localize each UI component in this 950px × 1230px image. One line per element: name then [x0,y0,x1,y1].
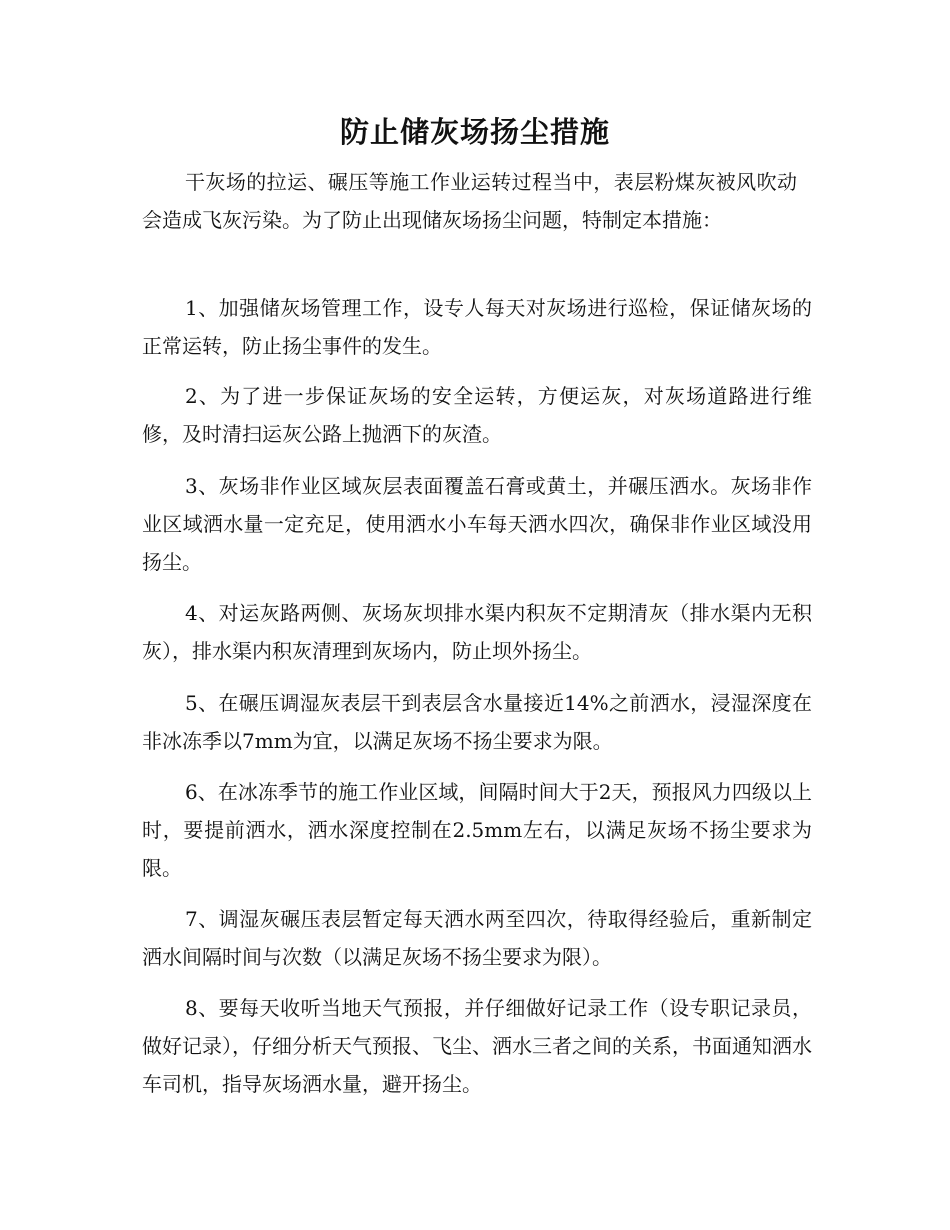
measure-item-5: 5、在碾压调湿灰表层干到表层含水量接近14%之前洒水，浸湿深度在非冰冻季以7mm为宜，以满足灰场不扬尘要求为限。 [142,691,812,753]
measure-item-6: 6、在冰冻季节的施工作业区域，间隔时间大于2天，预报风力四级以上时，要提前洒水，洒水深度控制在2.5mm左右，以满足灰场不扬尘要求为限。 [142,780,812,880]
measure-item-4: 4、对运灰路两侧、灰场灰坝排水渠内积灰不定期清灰（排水渠内无积灰），排水渠内积灰清理到灰场内，防止坝外扬尘。 [142,601,812,663]
document-title: 防止储灰场扬尘措施 [339,115,610,149]
measure-item-3: 3、灰场非作业区域灰层表面覆盖石膏或黄土，并碾压洒水。灰场非作业区域洒水量一定充足，使用洒水小车每天洒水四次，确保非作业区域没用扬尘。 [142,474,812,574]
measure-item-8: 8、要每天收听当地天气预报，并仔细做好记录工作（设专职记录员，做好记录），仔细分析天气预报、飞尘、洒水三者之间的关系，书面通知洒水车司机，指导灰场洒水量，避开扬尘。 [142,996,812,1096]
intro-paragraph: 干灰场的拉运、碾压等施工作业运转过程当中，表层粉煤灰被风吹动会造成飞灰污染。为了防止出现储灰场扬尘问题，特制定本措施： [142,170,797,232]
measure-item-7: 7、调湿灰碾压表层暂定每天洒水两至四次，待取得经验后，重新制定洒水间隔时间与次数（以满足灰场不扬尘要求为限）。 [142,907,812,969]
measure-item-2: 2、为了进一步保证灰场的安全运转，方便运灰，对灰场道路进行维修，及时清扫运灰公路上抛洒下的灰渣。 [142,384,812,446]
measure-item-1: 1、加强储灰场管理工作，设专人每天对灰场进行巡检，保证储灰场的正常运转，防止扬尘事件的发生。 [142,296,812,358]
